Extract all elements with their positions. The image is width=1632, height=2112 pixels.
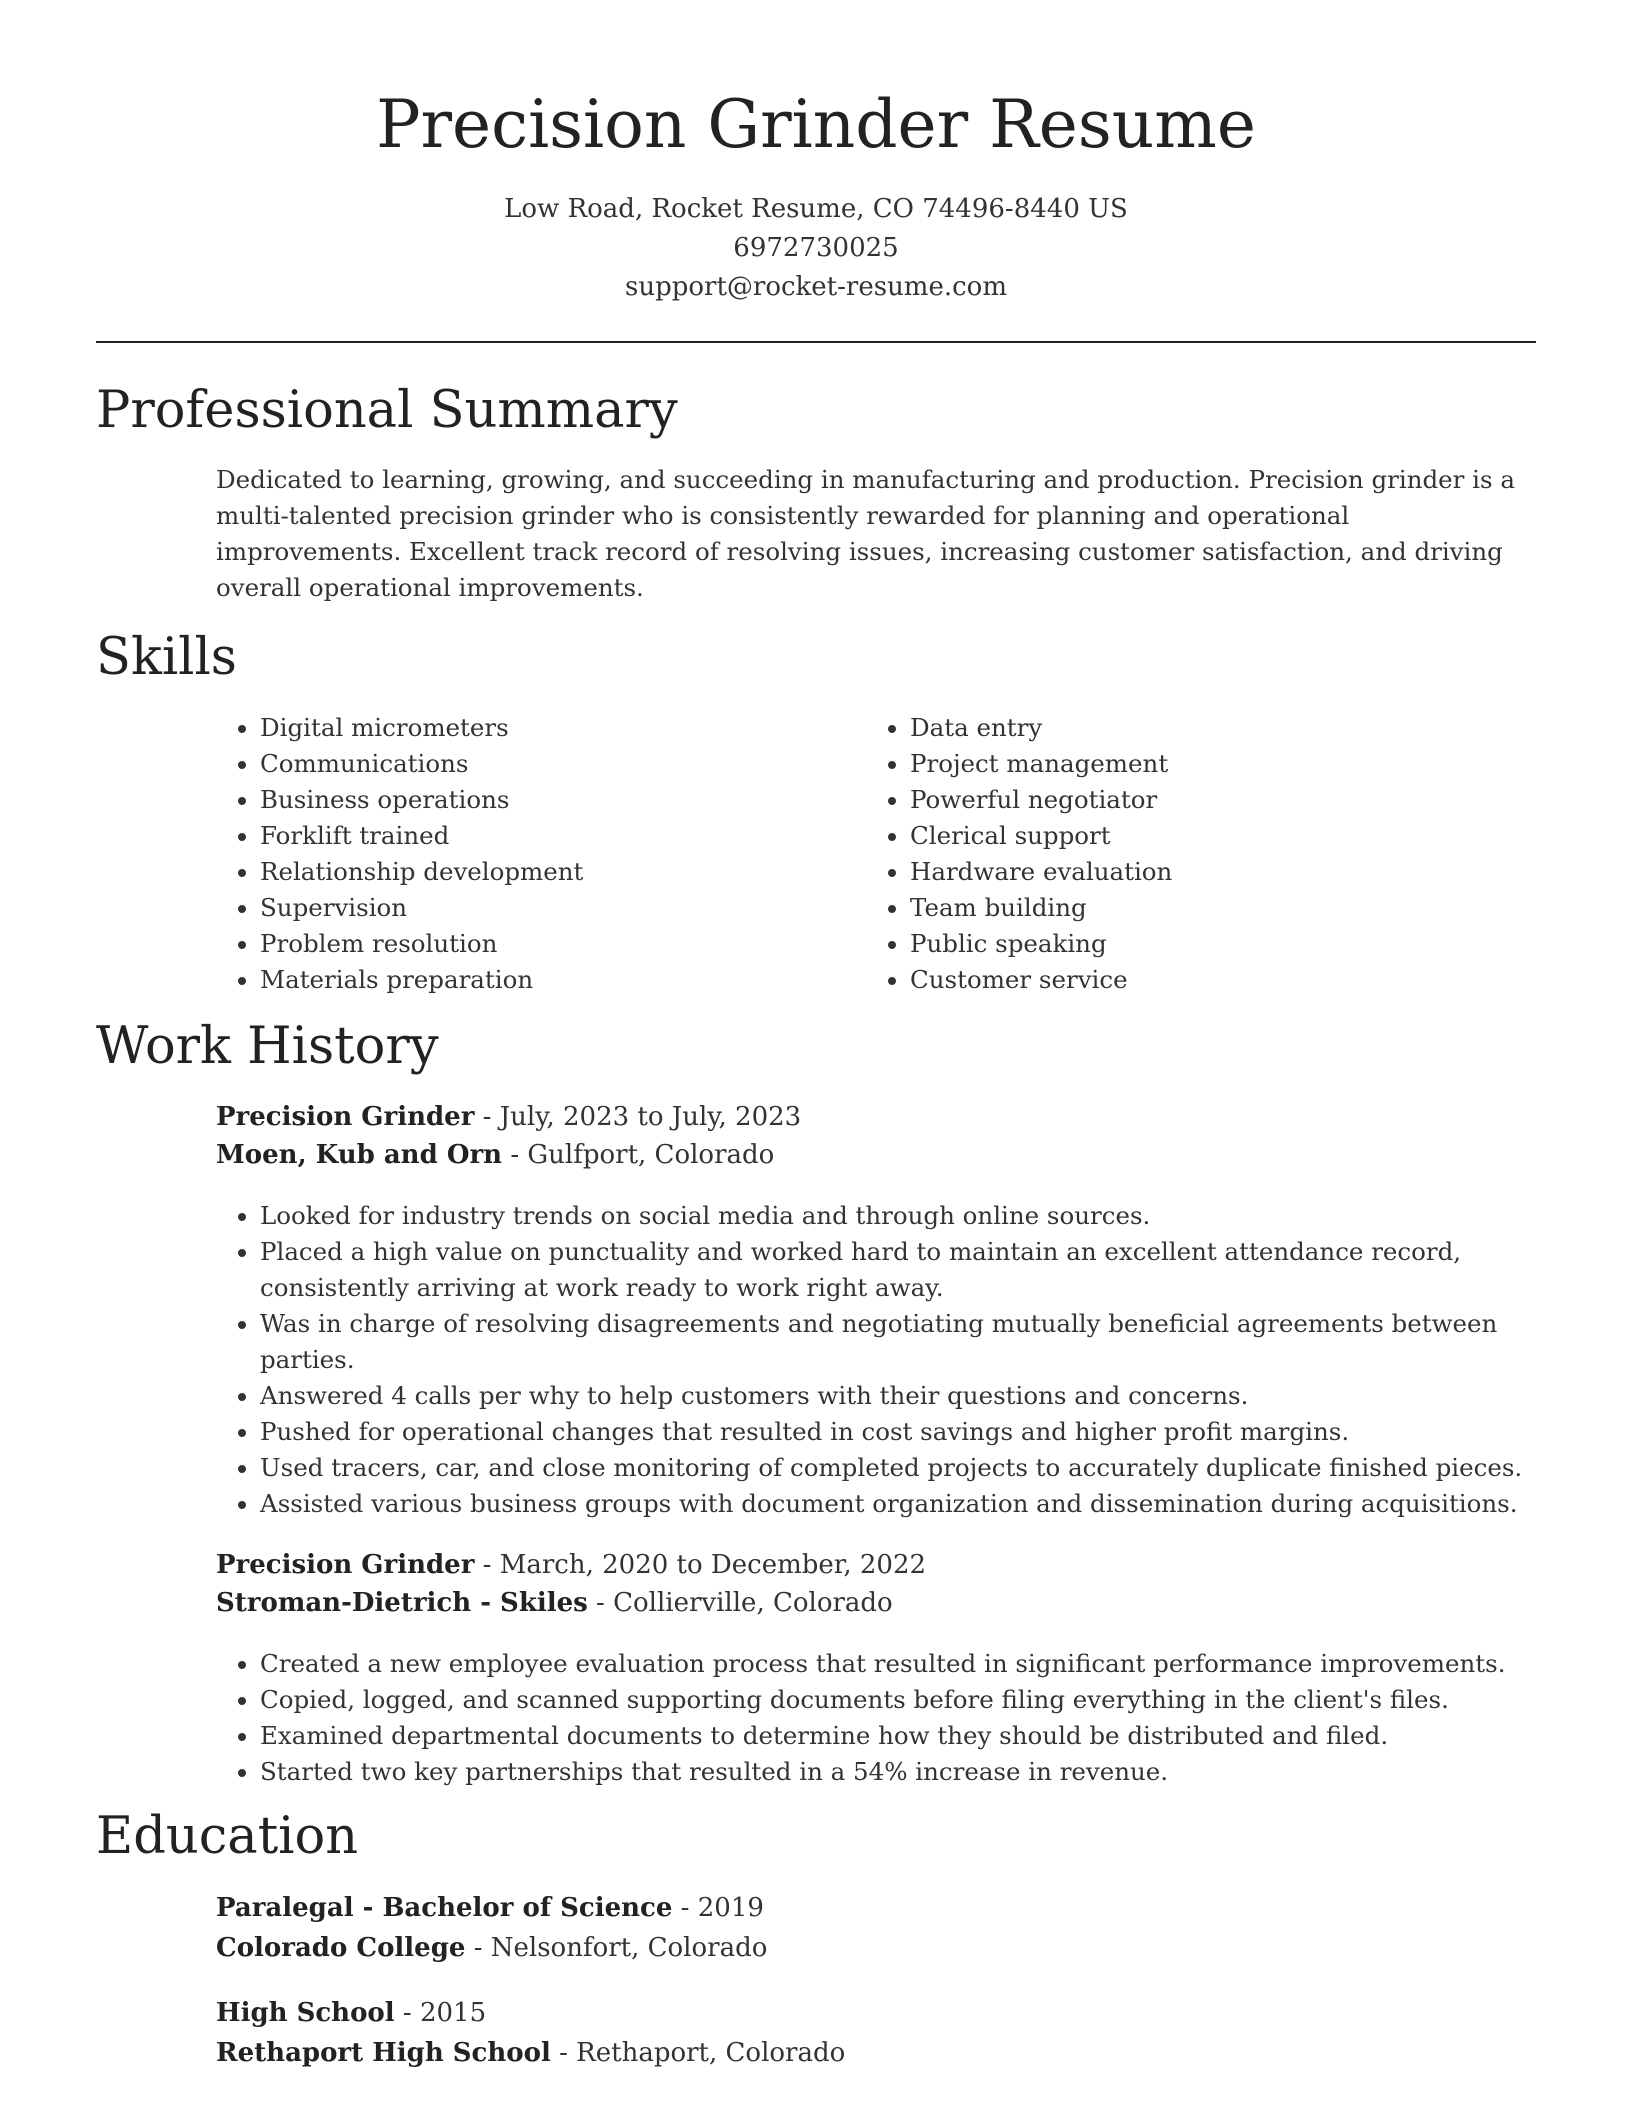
- education-school-line: [216, 1928, 1536, 1968]
- job-title-line: [216, 1546, 1536, 1584]
- job-bullet: • Examined departmental documents to determine how they should be distributed and filed.: [260, 1718, 1536, 1754]
- job-company-line: [216, 1584, 1536, 1622]
- education-school: Colorado College: [216, 1933, 466, 1963]
- job-location: - Gulfport, Colorado: [502, 1140, 775, 1170]
- job-dates: - July, 2023 to July, 2023: [474, 1102, 802, 1132]
- job-title: Precision Grinder: [216, 1550, 475, 1580]
- skill-item: • Supervision: [260, 890, 816, 926]
- work-history-heading: Work History: [96, 1017, 439, 1076]
- job-bullet: • Started two key partnerships that resulted in a 54% increase in revenue.: [260, 1754, 1536, 1790]
- job-bullet: • Created a new employee evaluation process that resulted in significant performance improvements.: [260, 1646, 1536, 1682]
- education-entry: [216, 1993, 1536, 2073]
- skill-item: • Relationship development: [260, 854, 816, 890]
- skill-item: • Hardware evaluation: [910, 854, 1466, 890]
- education-school-line: [216, 2033, 1536, 2073]
- job-bullet: • Assisted various business groups with document organization and dissemination during acquisitions.: [260, 1486, 1536, 1522]
- job-title-line: [216, 1098, 1536, 1136]
- job-bullets: [216, 1646, 1536, 1790]
- job-header: [216, 1546, 1536, 1622]
- job-bullet: • Answered 4 calls per why to help customers with their questions and concerns.: [260, 1378, 1536, 1414]
- skill-item: • Forklift trained: [260, 818, 816, 854]
- skill-item: • Digital micrometers: [260, 710, 816, 746]
- header-divider: [96, 341, 1536, 343]
- job-bullets: [216, 1198, 1536, 1522]
- resume-title: Precision Grinder Resume: [376, 86, 1256, 163]
- skill-item: • Clerical support: [910, 818, 1466, 854]
- job-location: - Collierville, Colorado: [587, 1588, 893, 1618]
- job-bullet: • Looked for industry trends on social media and through online sources.: [260, 1198, 1536, 1234]
- job-header: [216, 1098, 1536, 1174]
- summary-heading: Professional Summary: [96, 381, 678, 440]
- contact-address: Low Road, Rocket Resume, CO 74496-8440 US: [504, 194, 1128, 224]
- skills-heading: Skills: [96, 628, 237, 687]
- contact-phone: 6972730025: [733, 233, 899, 263]
- education-year: - 2015: [394, 1998, 487, 2028]
- contact-email: support@rocket-resume.com: [624, 272, 1007, 302]
- job-bullet: • Was in charge of resolving disagreements and negotiating mutually beneficial agreements between parties.: [260, 1306, 1536, 1378]
- job-company: Stroman-Dietrich - Skiles: [216, 1588, 588, 1618]
- contact-block: [0, 190, 1632, 307]
- education-entry: [216, 1888, 1536, 1968]
- education-school: Rethaport High School: [216, 2038, 551, 2068]
- education-degree-line: [216, 1993, 1536, 2033]
- job-dates: - March, 2020 to December, 2022: [474, 1550, 927, 1580]
- job-bullet: • Placed a high value on punctuality and worked hard to maintain an excellent attendance record, consistently arriving at work ready to work right away.: [260, 1234, 1536, 1306]
- skill-item: • Project management: [910, 746, 1466, 782]
- skill-item: • Materials preparation: [260, 962, 816, 998]
- education-heading: Education: [96, 1807, 359, 1866]
- education-year: - 2019: [672, 1893, 764, 1923]
- skills-column-right: [866, 710, 1466, 998]
- job-bullet: • Pushed for operational changes that resulted in cost savings and higher profit margins.: [260, 1414, 1536, 1450]
- job-company: Moen, Kub and Orn: [216, 1140, 503, 1170]
- skill-item: • Team building: [910, 890, 1466, 926]
- education-location: - Rethaport, Colorado: [550, 2038, 846, 2068]
- education-degree: Paralegal - Bachelor of Science: [216, 1893, 673, 1923]
- skill-item: • Business operations: [260, 782, 816, 818]
- summary-text: Dedicated to learning, growing, and succeeding in manufacturing and production. Precision grinder is a multi-talented precision grinder who is consistently rewarded for planning and operational improvements. Excellent track record of resolving issues, increasing customer satisfaction, and driving overall operational improvements.: [216, 465, 1515, 602]
- education-degree-line: [216, 1888, 1536, 1928]
- education-degree: High School: [216, 1998, 395, 2028]
- skill-item: • Communications: [260, 746, 816, 782]
- job-bullet: • Copied, logged, and scanned supporting documents before filing everything in the client's files.: [260, 1682, 1536, 1718]
- skill-item: • Powerful negotiator: [910, 782, 1466, 818]
- skill-item: • Data entry: [910, 710, 1466, 746]
- skills-column-left: [216, 710, 816, 998]
- job-bullet: • Used tracers, car, and close monitoring of completed projects to accurately duplicate finished pieces.: [260, 1450, 1536, 1486]
- skill-item: • Public speaking: [910, 926, 1466, 962]
- skill-item: • Customer service: [910, 962, 1466, 998]
- job-company-line: [216, 1136, 1536, 1174]
- skill-item: • Problem resolution: [260, 926, 816, 962]
- education-location: - Nelsonfort, Colorado: [465, 1933, 768, 1963]
- job-title: Precision Grinder: [216, 1102, 475, 1132]
